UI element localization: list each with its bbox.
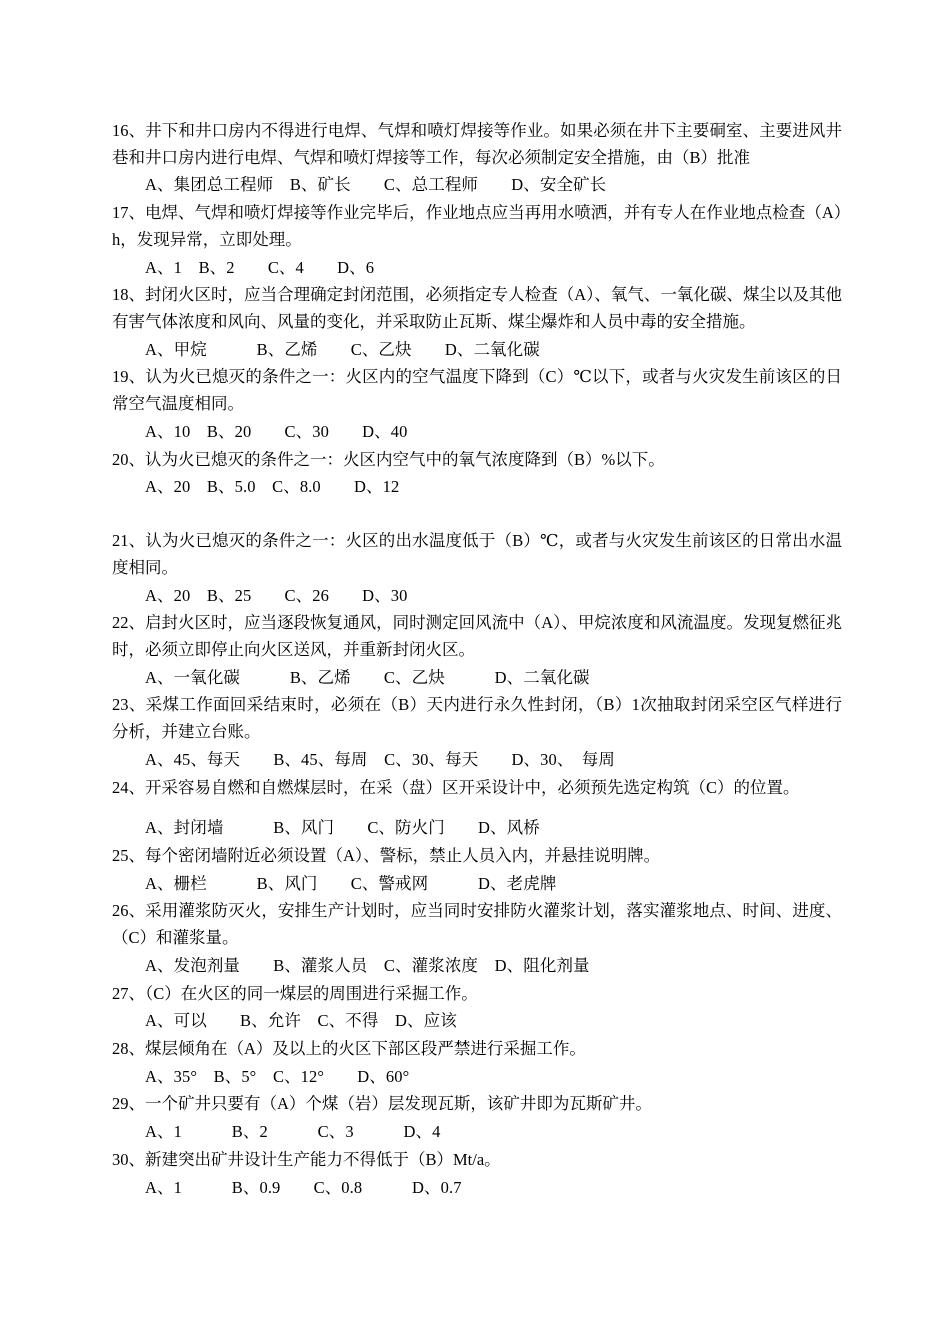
question-20: 20、认为火已熄灭的条件之一：火区内空气中的氧气浓度降到（B）%以下。 (112, 449, 665, 469)
question-17: 17、电焊、气焊和喷灯焊接等作业完毕后，作业地点应当再用水喷洒，并有专人在作业地点检查（A）h，发现异常，立即处理。 (112, 203, 842, 249)
question-30: 30、新建突出矿井设计生产能力不得低于（B）Mt/a。 (112, 1149, 501, 1169)
answer-options: A、可以 B、允许 C、不得 D、应该 (145, 1011, 457, 1031)
document-body (112, 118, 842, 1201)
question-24: 24、开采容易自燃和自燃煤层时，在采（盘）区开采设计中，必须预先选定构筑（C）的位置。 (112, 777, 800, 797)
answer-options: A、20 B、25 C、26 D、30 (145, 585, 408, 605)
answer-options: A、发泡剂量 B、灌浆人员 C、灌浆浓度 D、阻化剂量 (145, 955, 590, 975)
question-19: 19、认为火已熄灭的条件之一：火区内的空气温度下降到（C）℃以下，或者与火灾发生前该区的日常空气温度相同。 (112, 367, 842, 414)
answer-options: A、1 B、2 C、3 D、4 (145, 1122, 441, 1142)
answer-options: A、1 B、0.9 C、0.8 D、0.7 (145, 1177, 462, 1197)
answer-options: A、45、每天 B、45、每周 C、30、每天 D、30、 每周 (145, 749, 615, 769)
question-29: 29、一个矿井只要有（A）个煤（岩）层发现瓦斯，该矿井即为瓦斯矿井。 (112, 1094, 652, 1114)
question-16: 16、井下和井口房内不得进行电焊、气焊和喷灯焊接等作业。如果必须在井下主要硐室、主要进风井巷和井口房内进行电焊、气焊和喷灯焊接等工作，每次必须制定安全措施，由（B）批准 (112, 121, 842, 167)
question-23: 23、采煤工作面回采结束时，必须在（B）天内进行永久性封闭，（B）1次抽取封闭采空区气样进行分析，并建立台账。 (112, 695, 842, 742)
answer-options: A、甲烷 B、乙烯 C、乙炔 D、二氧化碳 (145, 339, 540, 359)
question-22: 22、启封火区时，应当逐段恢复通风，同时测定回风流中（A）、甲烷浓度和风流温度。发现复燃征兆时，必须立即停止向火区送风，并重新封闭火区。 (112, 613, 842, 659)
answer-options: A、1 B、2 C、4 D、6 (145, 257, 375, 277)
question-26: 26、采用灌浆防灭火，安排生产计划时，应当同时安排防火灌浆计划，落实灌浆地点、时间、进度、（C）和灌浆量。 (112, 901, 842, 948)
question-21: 21、认为火已熄灭的条件之一：火区的出水温度低于（B）℃，或者与火灾发生前该区的日常出水温度相同。 (112, 531, 842, 577)
paragraph-spacer (112, 502, 842, 528)
answer-options: A、栅栏 B、风门 C、警戒网 D、老虎牌 (145, 873, 557, 893)
question-28: 28、煤层倾角在（A）及以上的火区下部区段严禁进行采掘工作。 (112, 1039, 586, 1058)
question-18: 18、封闭火区时，应当合理确定封闭范围，必须指定专人检查（A）、氧气、一氧化碳、煤尘以及其他有害气体浓度和风向、风量的变化，并采取防止瓦斯、煤尘爆炸和人员中毒的安全措施。 (112, 285, 842, 332)
question-27: 27、（C）在火区的同一煤层的周围进行采掘工作。 (112, 983, 478, 1003)
answer-options: A、10 B、20 C、30 D、40 (145, 421, 408, 441)
answer-options: A、封闭墙 B、风门 C、防火门 D、风桥 (145, 818, 540, 838)
answer-options: A、35° B、5° C、12° D、60° (145, 1066, 410, 1086)
answer-options: A、20 B、5.0 C、8.0 D、12 (145, 477, 400, 497)
answer-options: A、集团总工程师 B、矿长 C、总工程师 D、安全矿长 (145, 175, 607, 195)
answer-options: A、一氧化碳 B、乙烯 C、乙炔 D、二氧化碳 (145, 667, 590, 687)
question-25: 25、每个密闭墙附近必须设置（A）、警标，禁止人员入内，并悬挂说明牌。 (112, 845, 661, 865)
paragraph-spacer (112, 802, 842, 815)
